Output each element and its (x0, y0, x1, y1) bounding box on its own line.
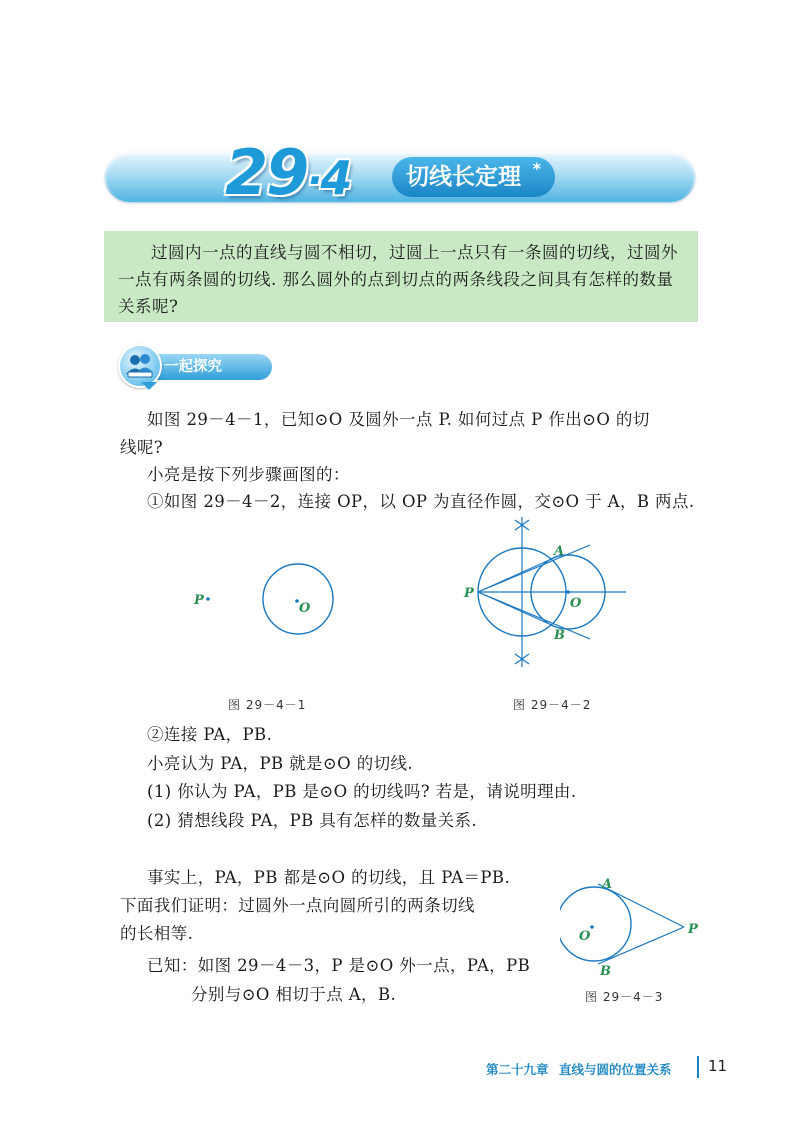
caption-fig-2: 图 29－4－2 (513, 698, 592, 712)
circle-o (560, 887, 631, 961)
label-o: O (579, 929, 591, 944)
tangent-pb (598, 927, 684, 964)
body-line-8: (2) 猜想线段 PA，PB 具有怎样的数量关系. (147, 811, 478, 830)
body-line-12: 已知：如图 29－4－3，P 是⊙O 外一点，PA，PB (147, 956, 531, 975)
body-line-1: 如图 29－4－1，已知⊙O 及圆外一点 P. 如何过点 P 作出⊙O 的切 (147, 410, 650, 429)
figure-29-4-3 (560, 872, 710, 980)
footer-chapter: 第二十九章 (486, 1062, 549, 1077)
section-title-text: 切线长定理 (406, 164, 521, 190)
label-b: B (554, 628, 565, 643)
label-a: A (554, 544, 565, 559)
section-title (392, 157, 555, 197)
label-p: P (464, 586, 474, 601)
body-line-11: 的长相等. (120, 924, 194, 943)
page-number: 11 (708, 1057, 728, 1075)
figure-29-4-2 (460, 515, 635, 670)
point-p (206, 597, 210, 601)
caption-fig-3: 图 29－4－3 (585, 990, 664, 1004)
body-line-13: 分别与⊙O 相切于点 A，B. (191, 985, 397, 1004)
body-line-10: 下面我们证明：过圆外一点向圆所引的两条切线 (120, 896, 475, 915)
label-p: P (194, 593, 204, 608)
explore-pointer (141, 382, 157, 390)
figure-29-4-1 (180, 555, 360, 645)
explore-label: 一起探究 (164, 359, 222, 375)
body-line-5: ②连接 PA，PB. (147, 725, 273, 744)
label-a: A (602, 877, 613, 892)
footer-title: 直线与圆的位置关系 (559, 1062, 672, 1077)
body-line-7: (1) 你认为 PA，PB 是⊙O 的切线吗? 若是，请说明理由. (147, 782, 577, 801)
caption-fig-1: 图 29－4－1 (228, 698, 307, 712)
section-number-sub: 4 (320, 151, 351, 205)
label-b: B (600, 964, 611, 979)
intro-box (104, 231, 698, 322)
explore-heading (104, 347, 272, 385)
section-number-main: 29 (225, 136, 308, 209)
section-number-dot: · (307, 158, 321, 204)
label-p: P (688, 922, 698, 937)
center-point-o (566, 590, 570, 594)
center-point-o (590, 925, 594, 929)
body-line-4: ①如图 29－4－2，连接 OP，以 OP 为直径作圆，交⊙O 于 A，B 两点. (147, 492, 695, 511)
intro-text: 过圆内一点的直线与圆不相切，过圆上一点只有一条圆的切线，过圆外一点有两条圆的切线. 那么圆外的点到切点的两条线段之间具有怎样的数量关系呢? (118, 243, 678, 316)
circle-o (263, 564, 333, 634)
label-o: O (570, 596, 582, 611)
footer-divider (697, 1056, 699, 1078)
section-number (225, 138, 351, 208)
optional-star-icon: * (532, 159, 541, 178)
label-o: O (299, 601, 311, 616)
body-line-2: 线呢? (120, 438, 164, 457)
body-line-6: 小亮认为 PA，PB 就是⊙O 的切线. (147, 754, 414, 773)
body-line-3: 小亮是按下列步骤画图的： (147, 465, 350, 484)
body-line-9: 事实上，PA，PB 都是⊙O 的切线，且 PA＝PB. (147, 868, 511, 887)
